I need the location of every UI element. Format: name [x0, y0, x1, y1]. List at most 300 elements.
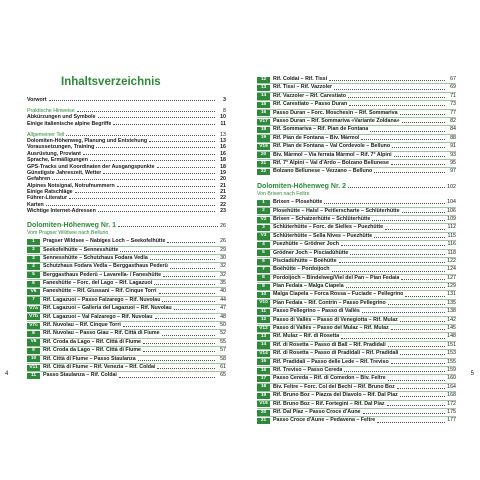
leader-dots [324, 203, 445, 204]
entry-label: Einige italienische alpine Begriffe [27, 120, 112, 127]
stage-page: 73 [450, 101, 456, 108]
stage-number-badge: 20 [257, 152, 270, 158]
stage-entry[interactable] [27, 246, 226, 254]
stage-label: Passo Duran – Forc. Moschesin – Rif. Sommariva [273, 109, 398, 116]
stage-number-badge: V11 [27, 365, 40, 371]
stage-number-badge: 10 [257, 292, 270, 298]
stage-entry[interactable] [257, 142, 456, 150]
leader-dots [397, 388, 445, 389]
stage-label: Biv. Feltre – Forc. Col del Bechi – Rif. Bruno Boz [273, 383, 395, 390]
stage-entry[interactable] [257, 391, 456, 399]
stage-number-badge: 6 [27, 281, 40, 287]
stage-page: 58 [220, 355, 226, 362]
stage-label: Rif. di Rosetta – Passo di Ball – Rif. Pradidali [273, 341, 386, 348]
leader-dots [341, 338, 445, 339]
leader-dots [392, 147, 445, 148]
stage-label: Rif. Tissi – Rif. Vazzoler [273, 84, 333, 91]
stage-entry[interactable] [27, 296, 226, 304]
leader-dots [150, 259, 215, 260]
stage-entry[interactable] [27, 254, 226, 262]
stage-label: Pragser Wildsee – Nabiges Loch – Seekofelhütte [43, 238, 166, 245]
stage-entry[interactable] [257, 100, 456, 108]
entry-page: 16 [220, 150, 226, 157]
stage-number-badge: V10 [257, 300, 270, 306]
stage-label: Passo Staulanza – Rif. Coldai [43, 372, 117, 379]
stage-label: Rif. Città di Fiume – Rif. Venezia – Rif. Coldai [43, 364, 156, 370]
stage-entry[interactable] [27, 313, 226, 321]
stage-number-badge: V6 [27, 289, 40, 295]
leader-dots [77, 111, 215, 112]
stage-page: 82 [450, 117, 456, 124]
stage-page: 138 [447, 308, 456, 315]
stage-number-badge: 11 [257, 309, 270, 315]
stage-entry[interactable] [257, 92, 456, 100]
leader-dots [363, 413, 445, 414]
stage-label: Rif. Nuvolau – Passo Giau – Rif. Città di Fiume [43, 330, 160, 337]
stage-entry[interactable] [257, 240, 456, 248]
stage-label: Seekofelhütte – Sennesshütte [43, 246, 119, 253]
stage-number-badge: V17 [257, 119, 270, 125]
stage-number-badge: 18 [257, 127, 270, 133]
entry-label: Alpines Notsignal, Notrufnummern [27, 182, 115, 189]
stage-number-badge: 5 [257, 250, 270, 256]
stage-page: 151 [447, 341, 456, 348]
entry-page: 18 [220, 163, 226, 170]
stage-label: Faneshütte – Forc. del Lago – Rif. Lagazuoi [43, 280, 153, 287]
stage-label: Passo Pellegrino – Passo di Vallès [273, 308, 360, 315]
stage-page: 155 [447, 358, 456, 365]
stage-number-badge: V3 [257, 233, 270, 239]
stage-entry[interactable] [257, 299, 456, 307]
stage-page: 160 [447, 375, 456, 382]
stage-label: Rif. Nuvolau – Rif. Cinque Torri [43, 322, 121, 329]
stage-number-badge: 21 [257, 161, 270, 167]
stage-label: Passo di Vallès – Passo di Venegiotta – Rif. Mulaz [273, 316, 398, 323]
leader-dots [372, 220, 445, 221]
stage-entry[interactable] [27, 338, 226, 346]
stage-page: 159 [447, 367, 456, 373]
stage-page: 164 [447, 383, 456, 390]
leader-dots [405, 296, 445, 297]
stage-entry[interactable] [257, 349, 456, 357]
stage-label: Pian Fedaia – Malga Ciapela [273, 283, 344, 290]
stage-label: Rif. Pian de Fontana – Biv. Màrmol [273, 134, 360, 141]
stage-page: 40 [220, 288, 226, 295]
stage-entry[interactable] [257, 316, 456, 324]
stage-entry[interactable] [257, 215, 456, 223]
stage-entry[interactable] [27, 304, 226, 312]
stage-list-1 [27, 238, 226, 380]
leader-dots [388, 380, 445, 381]
stage-number-badge: 19 [257, 393, 270, 399]
leader-dots [332, 271, 445, 272]
stage-label: Passo Cereda – Rif. di Comedon – Biv. Feltre [273, 375, 386, 382]
leader-dots [348, 97, 445, 98]
stage-label: Rif. Bruno Boz – Piazza del Diavolo – Rif. Dal Piaz [273, 392, 398, 399]
entry-label: Abkürzungen und Symbole [27, 114, 96, 121]
stage-label: Schutzhaus Fodara Vedla – Berggasthaus Pederü [43, 263, 168, 270]
entry-page: 18 [220, 157, 226, 164]
stage-label: Schlüterhütte – Sella Nives – Puezhütte [273, 232, 373, 239]
stage-page: 116 [447, 241, 456, 248]
leader-dots [154, 284, 215, 285]
section-page: 26 [220, 222, 226, 229]
leader-dots [394, 156, 445, 157]
stage-page: 124 [447, 266, 456, 273]
stage-number-badge: 11 [27, 373, 40, 379]
leader-dots [334, 89, 445, 90]
stage-page: 104 [447, 199, 456, 206]
stage-number-badge: V7c [27, 323, 40, 329]
stage-entry[interactable] [27, 287, 226, 295]
stage-label: Sennesshütte – Schutzhaus Fodara Vedla [43, 254, 148, 261]
leader-dots [96, 147, 215, 148]
stage-page: 71 [450, 92, 456, 99]
stage-entry[interactable] [257, 199, 456, 206]
stage-number-badge: 3 [257, 225, 270, 231]
leader-dots [163, 276, 215, 277]
stage-entry[interactable] [257, 332, 456, 340]
stage-label: Rif. Pian de Fontana – Val Cordevole – Belluno [273, 143, 391, 150]
entry-page: 20 [220, 176, 226, 183]
stage-page: 65 [220, 372, 226, 379]
stage-entry[interactable] [27, 238, 226, 245]
leader-dots [98, 211, 215, 212]
stage-entry[interactable] [27, 329, 226, 337]
entry-page: 10 [220, 114, 226, 121]
stage-label: Rif. Treviso – Passo Cereda [273, 367, 343, 373]
stage-page: 122 [447, 257, 456, 264]
stage-entry[interactable] [27, 355, 226, 363]
stage-number-badge: 4 [257, 242, 270, 248]
stage-page: 32 [220, 271, 226, 278]
stage-page: 129 [447, 283, 456, 290]
stage-page: 109 [447, 215, 456, 222]
stage-label: Brixen – Schatzerhütte – Schlüterhütte [273, 215, 371, 222]
stage-number-badge: V14 [257, 351, 270, 357]
stage-number-badge: V19 [257, 401, 270, 407]
stage-page: 55 [220, 338, 226, 345]
stage-label: Pordoijoch – Bindelweg/Viel del Pan – Pian Fedaia [273, 274, 400, 281]
stage-label: Rif. Carestiato – Passo Duran [273, 101, 348, 108]
leader-dots [344, 371, 445, 372]
stage-page: 29 [220, 246, 226, 253]
leader-dots [348, 187, 445, 188]
leader-dots [341, 245, 445, 246]
stage-label: Rif. Mulaz – Rif. di Rosetta [273, 333, 340, 340]
leader-dots [362, 312, 445, 313]
stage-label: Rif. Vazzoler – Rif. Carestiato [273, 92, 347, 99]
stage-number-badge: 13 [257, 334, 270, 340]
stage-entry[interactable] [257, 117, 456, 125]
leader-dots [400, 396, 445, 397]
leader-dots [391, 363, 445, 364]
entry-label: Einige Ratschläge [27, 189, 73, 196]
stage-entry[interactable] [257, 83, 456, 91]
stage-entry[interactable] [257, 76, 456, 83]
leader-dots [98, 117, 215, 118]
leader-dots [391, 329, 445, 330]
stage-number-badge: 7 [257, 267, 270, 273]
stage-number-badge: 4 [27, 264, 40, 270]
section-subtitle: Vom Pragser Wildsee nach Belluno [27, 229, 109, 236]
stage-number-badge: V7a [27, 306, 40, 312]
entry-label: Führer-Literatur [27, 195, 68, 202]
stage-entry[interactable] [27, 363, 226, 371]
stage-number-badge: 16 [257, 110, 270, 116]
stage-label: Boèhütte – Pordoijoch [273, 266, 330, 273]
stage-entry[interactable] [257, 383, 456, 391]
stage-number-badge: V2 [257, 217, 270, 223]
entry-page: 21 [220, 189, 226, 196]
stage-list-2 [257, 199, 456, 425]
stage-page: 50 [220, 322, 226, 329]
stage-number-badge: 14 [257, 342, 270, 348]
stage-label: Passo Croce d'Aune – Pedavena – Feltre [273, 417, 376, 424]
stage-entry[interactable] [27, 271, 226, 279]
stage-number-badge: 18 [257, 384, 270, 390]
stage-entry[interactable] [257, 249, 456, 257]
stage-page: 47 [220, 305, 226, 312]
stage-page: 177 [447, 417, 456, 424]
stage-label: Schlüterhütte – Forc. de Sielles – Puezhütte [273, 224, 384, 231]
leader-dots [170, 268, 215, 269]
stage-entry[interactable] [257, 374, 456, 382]
section-heading-2[interactable] [257, 183, 456, 191]
stage-label: Rif. Bruno Boz – Rif. Fortegini – Rif. Dal Piaz [273, 400, 385, 407]
stage-entry[interactable] [257, 167, 456, 175]
entry-label: Ausrüstung, Proviant [27, 150, 81, 157]
stage-number-badge: 14 [257, 93, 270, 99]
leader-dots [387, 405, 445, 406]
stage-entry[interactable] [257, 400, 456, 408]
stage-label: Rif. Croda da Lago – Rif. Città di Fiume [43, 338, 141, 345]
stage-label: Rif. di Rosetta – Passo di Pradidali – Rif. Pradidali [273, 350, 399, 357]
stage-number-badge: 1 [27, 239, 40, 245]
leader-dots [49, 100, 215, 101]
stage-page: 26 [220, 238, 226, 245]
stage-number-badge: 8 [257, 275, 270, 281]
leader-dots [66, 135, 215, 136]
stage-number-badge: 9 [27, 348, 40, 354]
stage-label: Brixen – Plosehütte [273, 199, 323, 206]
entry-page: 13 [220, 131, 226, 138]
stage-entry[interactable] [257, 282, 456, 290]
stage-page: 142 [447, 316, 456, 323]
stage-entry[interactable] [257, 207, 456, 215]
entry-page: 13 [220, 137, 226, 144]
leader-dots [149, 141, 215, 142]
leader-dots [69, 198, 215, 199]
entry-page: 22 [220, 195, 226, 202]
leader-dots [388, 346, 445, 347]
stage-number-badge: 21 [257, 418, 270, 424]
stage-entry[interactable] [27, 346, 226, 354]
stage-page: 61 [220, 364, 226, 370]
leader-dots [374, 172, 445, 173]
leader-dots [162, 301, 215, 302]
stage-entry[interactable] [257, 358, 456, 366]
stage-entry[interactable] [27, 262, 226, 270]
stage-number-badge: 17 [257, 376, 270, 382]
entry-label: Sprache, Ermäßigungen [27, 157, 88, 164]
stage-page: 67 [450, 76, 456, 82]
entry-page: 22 [220, 201, 226, 208]
leader-dots [83, 154, 215, 155]
stage-number-badge: V19 [257, 144, 270, 150]
leader-dots [391, 164, 445, 165]
leader-dots [329, 80, 445, 81]
stage-entry[interactable] [27, 321, 226, 329]
stage-entry[interactable] [257, 265, 456, 273]
stage-entry[interactable] [257, 223, 456, 231]
stage-entry[interactable] [257, 134, 456, 142]
stage-page: 32 [220, 263, 226, 270]
stage-label: Rif. Lagazuoi – Val Falzarego – Rif. Nuvolau [43, 313, 153, 320]
stage-entry[interactable] [257, 109, 456, 117]
leader-dots [174, 309, 215, 310]
leader-dots [157, 167, 215, 168]
stage-label: Pian Fedaia – Rif. Contrin – Passo Pellegrino [273, 299, 386, 306]
page-number-left: 4 [5, 371, 9, 377]
stage-number-badge: 8 [27, 331, 40, 337]
stage-page: 77 [450, 109, 456, 116]
stage-number-badge: 20 [257, 410, 270, 416]
stage-label: Puezhütte – Grödner Joch [273, 241, 339, 248]
leader-dots [157, 368, 215, 369]
stage-page: 95 [450, 159, 456, 166]
leader-dots [143, 351, 215, 352]
stage-page: 118 [447, 249, 456, 256]
stage-number-badge: 12 [257, 77, 270, 83]
leader-dots [402, 122, 445, 123]
stage-label: Rif. Croda da Lago – Rif. Città di Fiume [43, 347, 141, 354]
leader-dots [46, 205, 215, 206]
stage-label: Biv. Màrmol – Via ferrata Màrmol – Rif. 7° Alpini [273, 151, 392, 158]
entry-label: Praktische Hinweise [27, 107, 75, 114]
section-page: 102 [447, 183, 456, 190]
leader-dots [388, 304, 445, 305]
stage-entry[interactable] [257, 125, 456, 133]
leader-dots [123, 326, 215, 327]
leader-dots [159, 293, 215, 294]
stage-number-badge: 15 [257, 102, 270, 108]
stage-entry[interactable] [257, 307, 456, 315]
leader-dots [120, 251, 215, 252]
entry-label: Gefahren [27, 176, 51, 183]
leader-dots [119, 377, 215, 378]
stage-number-badge: 22 [257, 169, 270, 175]
stage-entry[interactable] [27, 371, 226, 379]
entry-label: Voraussetzungen, Training [27, 144, 95, 151]
stage-label: Plosehütte – Halsl – Peitlerscharte – Schlüterhütte [273, 207, 400, 214]
page-title: Inhaltsverzeichnis [61, 76, 161, 88]
stage-number-badge: 12 [257, 317, 270, 323]
leader-dots [52, 179, 215, 180]
stage-number-badge: 2 [257, 208, 270, 214]
stage-entry[interactable] [257, 274, 456, 282]
front-matter-list [27, 97, 226, 215]
stage-page: 30 [220, 254, 226, 261]
stage-entry[interactable] [257, 408, 456, 416]
leader-dots [155, 318, 216, 319]
stage-list-1-continued [257, 76, 456, 176]
entry-page: 8 [223, 107, 226, 114]
entry-label: Vorwort [27, 97, 47, 103]
stage-label: Pisciadùhütte – Boèhütte [273, 257, 337, 264]
stage-entry[interactable] [257, 257, 456, 265]
stage-entry[interactable] [257, 290, 456, 298]
leader-dots [400, 321, 445, 322]
stage-label: Passo di Vallès – Passo del Mulaz – Rif. Mulaz [273, 325, 389, 332]
stage-label: Berggasthaus Pederü – Lavarella- / Faneshütte [43, 271, 162, 278]
leader-dots [370, 131, 445, 132]
entry-page: 19 [220, 169, 226, 176]
stage-page: 127 [447, 274, 456, 281]
leader-dots [162, 335, 215, 336]
stage-number-badge: 9 [257, 284, 270, 290]
stage-entry[interactable] [27, 279, 226, 287]
stage-page: 148 [447, 333, 456, 340]
stage-page: 168 [447, 392, 456, 399]
leader-dots [167, 242, 215, 243]
stage-page: 131 [447, 291, 456, 298]
stage-page: 48 [220, 313, 226, 320]
leader-dots [75, 192, 215, 193]
stage-label: Rif. Lagazuoi – Galleria del Lagazuoi – Rif. Nuvolau [43, 305, 172, 312]
stage-number-badge: 16 [257, 368, 270, 374]
stage-entry[interactable] [257, 232, 456, 240]
stage-label: Rif. Città di Fiume – Passo Staulanza [43, 355, 136, 362]
entry-page: 23 [220, 208, 226, 215]
leader-dots [374, 237, 445, 238]
stage-entry[interactable] [257, 366, 456, 374]
leader-dots [349, 105, 445, 106]
stage-number-badge: V7b [27, 314, 40, 320]
entry-label: Wichtige Internet-Adressen [27, 208, 96, 215]
stage-label: Rif. Sommariva – Rif. Pian de Fontana [273, 126, 369, 133]
leader-dots [385, 229, 445, 230]
stage-label: Rif. Lagazuoi – Passo Falzarego – Rif. Nuvolau [43, 296, 161, 303]
section-heading-1[interactable] [27, 222, 226, 230]
stage-page: 153 [447, 350, 456, 357]
stage-entry[interactable] [257, 324, 456, 332]
stage-page: 135 [447, 299, 456, 306]
stage-number-badge: 2 [27, 247, 40, 253]
entry-page: 11 [220, 120, 226, 127]
stage-page: 84 [450, 126, 456, 133]
stage-page: 88 [450, 134, 456, 141]
stage-entry[interactable] [257, 341, 456, 349]
stage-page: 35 [220, 280, 226, 287]
stage-number-badge: 3 [27, 256, 40, 262]
leader-dots [103, 173, 215, 174]
stage-entry[interactable] [257, 159, 456, 167]
stage-number-badge: 1 [257, 200, 270, 206]
stage-number-badge: V8 [27, 339, 40, 345]
stage-entry[interactable] [257, 416, 456, 424]
stage-label: Rif. 7° Alpini – Val d'Ardo – Bolzano Bellunese [273, 159, 389, 166]
leader-dots [346, 287, 445, 288]
stage-page: 44 [220, 296, 226, 303]
stage-label: Rif. Coldai – Rif. Tissi [273, 76, 328, 82]
stage-page: 52 [220, 330, 226, 337]
stage-label: Malga Ciapela – Forca Rossa – Fuciade – Pellegrino [273, 291, 404, 298]
stage-label: Rif. Dal Piaz – Passo Croce d'Aune [273, 408, 361, 415]
entry-label: Günstigste Jahreszeit, Wetter [27, 169, 102, 176]
leader-dots [361, 139, 445, 140]
stage-entry[interactable] [257, 151, 456, 159]
